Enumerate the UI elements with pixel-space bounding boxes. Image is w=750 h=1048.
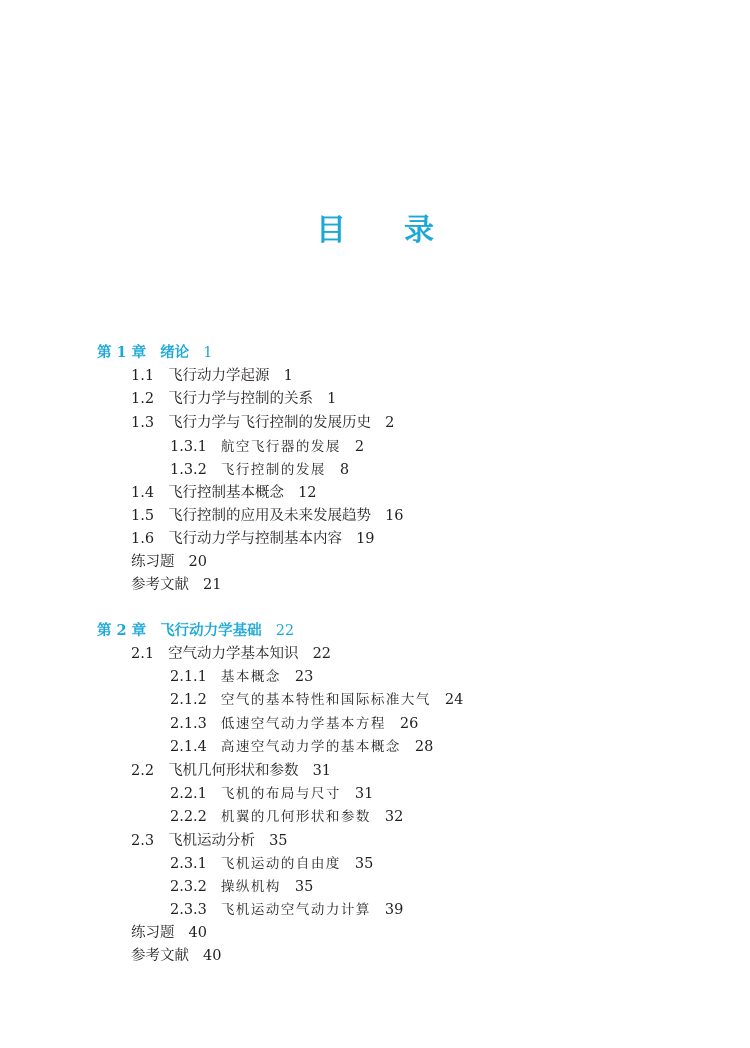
toc-section-entry[interactable] <box>131 366 293 386</box>
toc-entry-page-number: 24 <box>444 692 464 708</box>
toc-section-entry[interactable] <box>131 575 221 595</box>
toc-entry-number: 1.1 <box>131 368 155 384</box>
toc-subsection-entry[interactable] <box>170 854 373 874</box>
toc-subsection-entry[interactable] <box>170 900 403 920</box>
toc-subsection-entry[interactable] <box>170 784 373 804</box>
toc-entry-page-number: 1 <box>283 368 293 384</box>
toc-entry-page-number: 35 <box>269 833 288 849</box>
toc-entry-title: 高速空气动力学的基本概念 <box>220 739 401 755</box>
toc-entry-title: 飞行动力学基础 <box>160 622 262 639</box>
toc-entry-page-number: 19 <box>356 531 375 547</box>
toc-chapter-entry[interactable] <box>97 621 294 641</box>
toc-entry-title: 机翼的几何形状和参数 <box>220 809 371 825</box>
toc-entry-number: 第 2 章 <box>97 622 147 639</box>
toc-entry-title: 参考文献 <box>131 948 189 964</box>
toc-section-entry[interactable] <box>131 923 207 943</box>
toc-entry-page-number: 40 <box>203 948 222 964</box>
toc-entry-page-number: 22 <box>312 646 332 662</box>
toc-entry-title: 航空飞行器的发展 <box>220 439 341 455</box>
toc-entry-number: 2.1.4 <box>170 739 207 755</box>
toc-entry-number: 1.3 <box>131 415 155 431</box>
toc-entry-title: 练习题 <box>131 925 175 941</box>
toc-entry-number: 1.2 <box>131 391 155 407</box>
toc-chapter-entry[interactable] <box>97 343 212 363</box>
toc-section-entry[interactable] <box>131 644 331 664</box>
toc-entry-page-number: 21 <box>203 577 222 593</box>
toc-entry-title: 飞行力学与控制的关系 <box>168 391 314 407</box>
toc-entry-number: 2.1.2 <box>170 692 207 708</box>
toc-section-entry[interactable] <box>131 552 207 572</box>
toc-section-entry[interactable] <box>131 389 336 409</box>
toc-entry-number: 2.2 <box>131 763 155 779</box>
toc-entry-number: 1.3.1 <box>170 439 207 455</box>
toc-section-entry[interactable] <box>131 761 331 781</box>
toc-entry-title: 飞行动力学与控制基本内容 <box>168 531 343 547</box>
toc-entry-page-number: 26 <box>399 716 419 732</box>
toc-subsection-entry[interactable] <box>170 437 364 457</box>
toc-entry-title: 操纵机构 <box>220 879 281 895</box>
toc-section-entry[interactable] <box>131 831 288 851</box>
toc-entry-page-number: 12 <box>298 485 317 501</box>
toc-entry-title: 空气的基本特性和国际标准大气 <box>220 692 431 708</box>
toc-entry-page-number: 40 <box>188 925 207 941</box>
toc-entry-number: 2.3.1 <box>170 856 207 872</box>
toc-entry-page-number: 31 <box>354 786 374 802</box>
toc-entry-title: 绪论 <box>160 344 190 361</box>
toc-entry-page-number: 2 <box>385 415 395 431</box>
toc-subsection-entry[interactable] <box>170 690 463 710</box>
toc-entry-title: 飞行控制的应用及未来发展趋势 <box>168 508 372 524</box>
toc-entry-title: 空气动力学基本知识 <box>168 646 299 662</box>
toc-subsection-entry[interactable] <box>170 877 313 897</box>
toc-entry-title: 飞行力学与飞行控制的发展历史 <box>168 415 372 431</box>
toc-entry-page-number: 8 <box>339 462 350 478</box>
toc-entry-title: 练习题 <box>131 554 175 570</box>
toc-subsection-entry[interactable] <box>170 714 418 734</box>
toc-entry-number: 1.3.2 <box>170 462 207 478</box>
toc-entry-title: 飞机运动的自由度 <box>220 856 341 872</box>
toc-entry-page-number: 1 <box>327 391 337 407</box>
toc-entry-page-number: 35 <box>354 856 374 872</box>
toc-entry-title: 参考文献 <box>131 577 189 593</box>
toc-section-entry[interactable] <box>131 529 375 549</box>
toc-entry-title: 飞机几何形状和参数 <box>168 763 299 779</box>
toc-entry-page-number: 32 <box>384 809 404 825</box>
toc-entry-title: 低速空气动力学基本方程 <box>220 716 386 732</box>
toc-entry-title: 飞行控制的发展 <box>220 462 326 478</box>
toc-entry-number: 2.2.2 <box>170 809 207 825</box>
toc-entry-title: 飞机的布局与尺寸 <box>220 786 341 802</box>
toc-entry-page-number: 39 <box>384 902 404 918</box>
toc-subsection-entry[interactable] <box>170 667 313 687</box>
toc-entry-number: 2.3.2 <box>170 879 207 895</box>
toc-entry-number: 2.2.1 <box>170 786 207 802</box>
toc-entry-page-number: 22 <box>275 623 295 639</box>
toc-entry-page-number: 16 <box>385 508 404 524</box>
toc-entry-title: 飞机运动分析 <box>168 833 256 849</box>
toc-entry-page-number: 31 <box>312 763 332 779</box>
toc-entry-number: 1.6 <box>131 531 155 547</box>
toc-entry-page-number: 20 <box>188 554 207 570</box>
toc-entry-page-number: 28 <box>414 739 434 755</box>
toc-entry-number: 2.1.1 <box>170 669 207 685</box>
toc-entry-page-number: 35 <box>294 879 314 895</box>
toc-entry-title: 飞机运动空气动力计算 <box>220 902 371 918</box>
toc-entry-title: 飞行动力学起源 <box>168 368 270 384</box>
title-char-left: 目 <box>316 213 346 248</box>
toc-subsection-entry[interactable] <box>170 460 349 480</box>
toc-entry-number: 2.3 <box>131 833 155 849</box>
toc-section-entry[interactable] <box>131 413 394 433</box>
toc-entry-page-number: 2 <box>354 439 365 455</box>
toc-section-entry[interactable] <box>131 946 221 966</box>
toc-entry-number: 1.4 <box>131 485 155 501</box>
toc-entry-page-number: 23 <box>294 669 314 685</box>
toc-section-entry[interactable] <box>131 483 317 503</box>
toc-entry-number: 1.5 <box>131 508 155 524</box>
page-title <box>0 205 750 249</box>
toc-entry-page-number: 1 <box>203 345 213 361</box>
toc-entry-number: 2.1.3 <box>170 716 207 732</box>
title-char-right: 录 <box>404 213 434 248</box>
toc-section-entry[interactable] <box>131 506 404 526</box>
toc-entry-title: 基本概念 <box>220 669 281 685</box>
toc-entry-number: 第 1 章 <box>97 344 147 361</box>
toc-entry-number: 2.3.3 <box>170 902 207 918</box>
toc-subsection-entry[interactable] <box>170 737 433 757</box>
toc-entry-number: 2.1 <box>131 646 155 662</box>
toc-subsection-entry[interactable] <box>170 807 403 827</box>
toc-entry-title: 飞行控制基本概念 <box>168 485 285 501</box>
